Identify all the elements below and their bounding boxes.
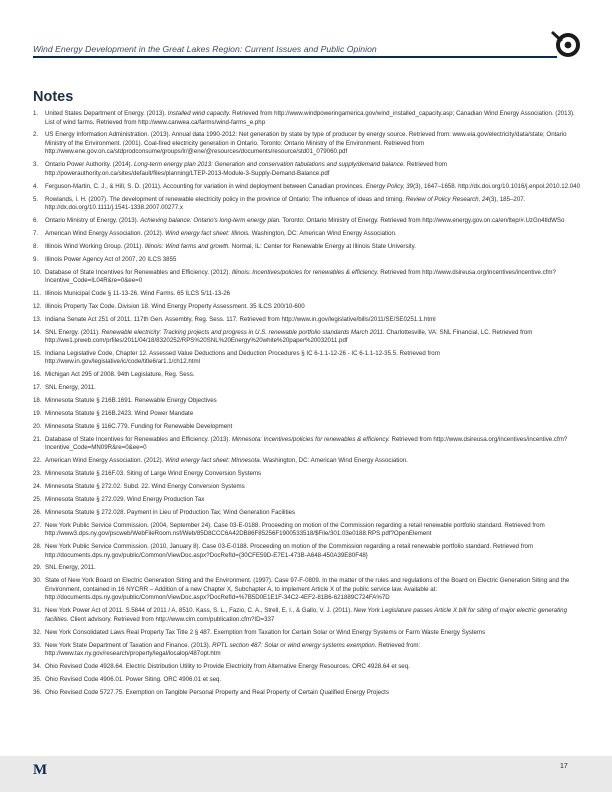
note-item bbox=[33, 483, 581, 492]
note-text bbox=[45, 303, 581, 312]
note-item bbox=[33, 564, 581, 573]
note-number: 1. bbox=[33, 110, 39, 117]
running-header-title: Wind Energy Development in the Great Lakes Region: Current Issues and Public Opinion bbox=[33, 44, 377, 54]
note-item bbox=[33, 256, 581, 265]
note-item bbox=[33, 577, 581, 603]
note-item bbox=[33, 371, 581, 380]
note-segment: Toronto: Ontario Ministry of Energy. Retrieved from http://www.energy.gov.on.ca/en/ltep/#.UzGn4tldWSo bbox=[280, 216, 565, 224]
note-item bbox=[33, 496, 581, 505]
note-text bbox=[45, 384, 581, 393]
note-text bbox=[45, 522, 581, 539]
note-item bbox=[33, 196, 581, 213]
note-item bbox=[33, 470, 581, 479]
note-segment: Database of State Incentives for Renewables and Efficiency. (2013). bbox=[45, 435, 232, 443]
note-segment: New York Consolidated Laws Real Property Tax Title 2 § 487. Exemption from Taxation for Certain Solar or Wind Energy Systems or Farm Waste Energy Systems bbox=[45, 628, 486, 636]
note-number: 10. bbox=[33, 268, 42, 276]
note-item bbox=[33, 243, 581, 252]
note-segment: Client advisory. Retrieved from http://www.clm.com/publication.cfm?ID=337 bbox=[68, 615, 275, 623]
note-title-italic: New York Legislature passes Article X bill for siting of major electric generating facilities. bbox=[45, 607, 567, 623]
note-title-italic: Achieving balance: Ontario's long-term energy plan. bbox=[140, 216, 281, 224]
note-text bbox=[45, 371, 581, 380]
note-segment: Retrieved from http://www.windpoweringamerica.gov/wind_installed_capacity.asp; Canadian Wind Energy Association. (2013). List of wind farms. Retrieved from http://www.canwea.ca/farms/wind-farms_e.php bbox=[45, 110, 575, 126]
note-text bbox=[45, 256, 581, 265]
note-segment: Database of State Incentives for Renewables and Efficiency. (2012). bbox=[45, 268, 232, 276]
note-number: 30. bbox=[33, 577, 42, 585]
note-number: 24. bbox=[33, 482, 42, 490]
note-segment: Indiana Senate Act 251 of 2011. 117th Gen. Assembly, Reg. Sess. 117. Retrieved from http://www.in.gov/legislative/bills/2011/SE/SE0251.1.html bbox=[45, 315, 436, 323]
note-number: 20. bbox=[33, 422, 42, 430]
note-segment: SNL Energy, 2011. bbox=[45, 564, 96, 572]
note-text bbox=[45, 397, 581, 406]
note-item bbox=[33, 663, 581, 672]
note-segment: Ohio Revised Code 4928.64. Electric Distribution Utility to Provide Electricity from Alternative Energy Resources. ORC 4928.64 et seq. bbox=[45, 662, 410, 670]
note-text bbox=[45, 483, 581, 492]
note-segment: Charlottesville, VA: SNL Financial, LC. Retrieved from http://ww1.prweb.com/prfiles/2011/04/18/8320252/RPS%20SNL%20Energy%20white%20paper%20032011.pdf bbox=[45, 328, 533, 345]
note-number: 33. bbox=[33, 641, 42, 649]
note-text bbox=[45, 243, 581, 252]
note-item bbox=[33, 131, 581, 157]
note-number: 12. bbox=[33, 302, 42, 310]
note-text bbox=[45, 676, 581, 685]
note-segment: Illinois Property Tax Code. Division 18. Wind Energy Property Assessment. 35 ILCS 200/10-600 bbox=[45, 302, 305, 310]
note-number: 28. bbox=[33, 543, 42, 551]
note-segment: Ontario Power Authority. (2014). bbox=[45, 161, 134, 169]
university-logo: M bbox=[33, 762, 48, 778]
note-number: 8. bbox=[33, 242, 39, 250]
note-item bbox=[33, 384, 581, 393]
note-number: 19. bbox=[33, 410, 42, 418]
note-text bbox=[45, 183, 581, 192]
note-title-italic: RPTL section 487: Solar or wind energy systems exemption. bbox=[212, 641, 377, 649]
note-title-italic: Renewable electricity: Tracking projects and progress in U.S. renewable portfolio standards March 2011. bbox=[101, 328, 385, 336]
note-number: 31. bbox=[33, 607, 42, 615]
note-segment: Normal, IL: Center for Renewable Energy at Illinois State University. bbox=[230, 242, 416, 250]
note-item bbox=[33, 410, 581, 419]
note-segment: SNL Energy, 2011. bbox=[45, 384, 96, 392]
note-segment: Illinois Wind Working Group. (2011). bbox=[45, 242, 145, 250]
note-segment: Ferguson-Martin, C. J., & Hill, S. D. (2011). Accounting for variation in wind deployment between Canadian provinces. bbox=[45, 182, 366, 190]
note-segment: (3), 185–207. http://dx.doi.org/10.1111/j.1541-1338.2007.00277.x bbox=[45, 195, 526, 212]
note-number: 9. bbox=[33, 255, 39, 263]
note-number: 3. bbox=[33, 161, 39, 169]
note-number: 25. bbox=[33, 495, 42, 503]
note-number: 27. bbox=[33, 521, 42, 529]
note-text bbox=[45, 423, 581, 432]
note-segment: (3), 1647–1658. http://dx.doi.org/10.1016/j.enpol.2010.12.040 bbox=[413, 182, 581, 190]
note-title-italic: Minnesota: Incentives/policies for renewables & efficiency. bbox=[231, 435, 390, 443]
note-text bbox=[45, 230, 581, 239]
note-number: 4. bbox=[33, 182, 39, 190]
note-text bbox=[45, 290, 581, 299]
note-segment: New York Public Service Commission. (2004, September 24). Case 03-E-0188. Proceeding on motion of the Commission regarding a retail renewable portfolio standard. Retrieved from http://www3.dps.ny.gov/pscweb/WebFileRoom.nsf/Web/85D8CCC6A42DB86F85256F1900533518/$File/301.03e0188.RPS.pdf?OpenElement bbox=[45, 521, 545, 538]
note-text bbox=[45, 629, 581, 638]
note-text bbox=[45, 316, 581, 325]
note-number: 32. bbox=[33, 628, 42, 636]
note-number: 36. bbox=[33, 688, 42, 696]
note-segment: Rowlands, I. H. (2007). The development of renewable electricity policy in the province of Ontario: The influence of ideas and timing. bbox=[45, 195, 406, 203]
note-item bbox=[33, 543, 581, 560]
notes-list bbox=[33, 110, 581, 702]
note-number: 15. bbox=[33, 349, 42, 357]
note-text bbox=[45, 350, 581, 367]
note-segment: American Wind Energy Association. (2012). bbox=[45, 229, 166, 237]
note-number: 29. bbox=[33, 564, 42, 572]
note-text bbox=[45, 217, 581, 226]
note-number: 13. bbox=[33, 315, 42, 323]
note-text bbox=[45, 509, 581, 518]
note-item bbox=[33, 303, 581, 312]
note-item bbox=[33, 629, 581, 638]
note-number: 23. bbox=[33, 470, 42, 478]
note-segment: SNL Energy. (2011). bbox=[45, 328, 102, 336]
note-segment: Indiana Legislative Code, Chapter 12. Assessed Value Deductions and Deduction Procedures § IC 6-1.1-12-26 - IC 6-1.1-12-35.5. Retrieved from http://www.in.gov/legislative/ic/code/title6/ar1.1/ch12.html bbox=[45, 349, 440, 366]
note-text bbox=[45, 196, 581, 213]
note-segment: Minnesota Statute § 116C.779. Funding for Renewable Development bbox=[45, 422, 233, 430]
note-segment: Washington, DC: American Wind Energy Association. bbox=[261, 457, 408, 465]
note-text bbox=[45, 577, 581, 603]
header-rule bbox=[33, 56, 557, 58]
note-number: 17. bbox=[33, 384, 42, 392]
note-title-italic: Energy Policy, 39 bbox=[365, 182, 414, 190]
note-item bbox=[33, 607, 581, 624]
note-segment: Minnesota Statute § 272.029. Wind Energy Production Tax bbox=[45, 495, 205, 503]
note-number: 35. bbox=[33, 675, 42, 683]
note-item bbox=[33, 457, 581, 466]
note-text bbox=[45, 564, 581, 573]
note-item bbox=[33, 269, 581, 286]
note-text bbox=[45, 457, 581, 466]
note-number: 34. bbox=[33, 662, 42, 670]
note-item bbox=[33, 329, 581, 346]
note-number: 2. bbox=[33, 131, 39, 139]
note-text bbox=[45, 131, 581, 157]
page-title: Notes bbox=[33, 89, 74, 105]
note-number: 26. bbox=[33, 508, 42, 516]
note-text bbox=[45, 410, 581, 419]
note-number: 16. bbox=[33, 371, 42, 379]
note-number: 6. bbox=[33, 216, 39, 224]
note-segment: Ontario Ministry of Energy. (2013). bbox=[45, 216, 141, 224]
note-text bbox=[45, 496, 581, 505]
target-swoosh-icon bbox=[551, 28, 583, 60]
note-segment: Retrieved from http://www.dsireusa.org/incentives/incentive.cfm?Incentive_Code=IL04R&re=0&ee=0 bbox=[45, 268, 556, 285]
note-text bbox=[45, 161, 581, 178]
note-text bbox=[45, 689, 581, 698]
note-segment: Minnesota Statute § 272.02. Subd. 22. Wind Energy Conversion Systems bbox=[45, 482, 245, 490]
note-number: 5. bbox=[33, 195, 39, 203]
note-item bbox=[33, 397, 581, 406]
note-segment: Ohio Revised Code 5727.75. Exemption on Tangible Personal Property and Real Property of Certain Qualified Energy Projects bbox=[45, 688, 389, 696]
note-number: 14. bbox=[33, 328, 42, 336]
note-segment: Minnesota Statute § 272.028. Payment in Lieu of Production Tax; Wind Generation Facilities bbox=[45, 508, 296, 516]
note-text bbox=[45, 436, 581, 453]
note-item bbox=[33, 436, 581, 453]
note-item bbox=[33, 689, 581, 698]
page-number: 17 bbox=[560, 763, 568, 770]
note-text bbox=[45, 642, 581, 659]
note-item bbox=[33, 217, 581, 226]
note-item bbox=[33, 110, 581, 127]
note-text bbox=[45, 470, 581, 479]
note-segment: Retrieved from: http://www.tax.ny.gov/research/property/legal/localop/487opt.htm bbox=[45, 641, 421, 657]
note-text bbox=[45, 543, 581, 560]
note-segment: Illinois Power Agency Act of 2007, 20 ILCS 3855 bbox=[45, 255, 177, 263]
note-item bbox=[33, 509, 581, 518]
note-title-italic: Illinois: Incentives/policies for renewables & efficiency. bbox=[231, 268, 379, 276]
note-title-italic: Wind energy fact sheet: Minnesota. bbox=[165, 457, 262, 465]
note-segment: New York State Department of Taxation and Finance. (2013). bbox=[45, 641, 213, 649]
note-title-italic: Illinois: Wind farms and growth. bbox=[144, 242, 231, 250]
note-title-italic: Wind energy fact sheet: Illinois. bbox=[165, 229, 251, 237]
note-item bbox=[33, 676, 581, 685]
note-segment: American Wind Energy Association. (2012). bbox=[45, 457, 166, 465]
note-item bbox=[33, 183, 581, 192]
note-text bbox=[45, 269, 581, 286]
note-segment: Minnesota Statute § 216F.03. Siting of Large Wind Energy Conversion Systems bbox=[45, 470, 262, 478]
note-title-italic: Installed wind capacity. bbox=[167, 110, 231, 117]
note-segment: Minnesota Statute § 216B.2423. Wind Power Mandate bbox=[45, 410, 194, 418]
note-item bbox=[33, 522, 581, 539]
note-segment: US Energy Information Administration. (2013). Annual data 1990-2012: Net generation by state by type of producer by energy source. Retrieved from: www.eia.gov/electricity/data/state; Ontario Ministry of the Environment. (2001). Coal-fired electricity generation in Ontario. Toronto: Ontario Ministry of the Environment. Retrieved from http://www.ene.gov.on.ca/stdprodconsume/groups/lr/@ene/@resources/documents/resource/std01_079060.pdf bbox=[45, 131, 567, 156]
note-item bbox=[33, 161, 581, 178]
note-item bbox=[33, 290, 581, 299]
note-number: 22. bbox=[33, 457, 42, 465]
note-title-italic: Review of Policy Research, 24 bbox=[405, 195, 489, 203]
note-text bbox=[45, 329, 581, 346]
note-segment: Retrieved from http://powerauthority.on.ca/sites/default/files/planning/LTEP-2013-Module-3-Supply-Demand-Balance.pdf bbox=[45, 161, 448, 177]
note-title-italic: Long-term energy plan 2013: Generation and conservation tabulations and supply/demand balance. bbox=[133, 161, 406, 169]
note-number: 21. bbox=[33, 435, 42, 443]
note-item bbox=[33, 316, 581, 325]
note-text bbox=[45, 110, 581, 127]
note-number: 18. bbox=[33, 397, 42, 405]
note-segment: New York Public Service Commission. (2010, January 8). Case 03-E-0188. Proceeding on motion of the Commission regarding a retail renewable portfolio standard. Retrieved from http://documents.dps.ny.gov/public/Common/ViewDoc.aspx?DocRefId={30CFE59D-E7E1-473B-A648-450A39E80F48} bbox=[45, 543, 534, 559]
note-segment: Illinois Municipal Code § 11-13-26. Wind Farms. 65 ILCS 5/11-13-26 bbox=[45, 289, 231, 297]
note-segment: Retrieved from http://www.dsireusa.org/incentives/incentive.cfm?Incentive_Code=MN09R&re=0&ee=0 bbox=[45, 435, 568, 452]
note-segment: United States Department of Energy. (2013). bbox=[45, 110, 168, 117]
note-number: 7. bbox=[33, 229, 39, 237]
note-segment: New York Power Act of 2011. S.5844 of 2011 / A. 8510. Kass, S. L., Fazio, C. A., Strell, E. I., & Gallo, V. J. (2011). bbox=[45, 607, 354, 615]
note-segment: Ohio Revised Code 4906.01. Power Siting. ORC 4906.01 et seq. bbox=[45, 675, 222, 683]
note-item bbox=[33, 423, 581, 432]
note-item bbox=[33, 230, 581, 239]
note-item bbox=[33, 350, 581, 367]
note-segment: Minnesota Statute § 216B.1691. Renewable Energy Objectives bbox=[45, 397, 217, 405]
note-number: 11. bbox=[33, 289, 42, 297]
note-segment: State of New York Board on Electric Generation Siting and the Environment. (1997). Case 97-F-0809. In the matter of the rules and regulations of the Board on Electric Generation Siting and the Environment, contained in 16 NYCRR – Addition of a new Chapter X, Subchapter A, to implement Article X of the public service law. Available at: http://documents.dps.ny.gov/public/Common/ViewDoc.aspx?DocRefId=%7B5D0E1E1F-34C2-4EF2-81B6-621889C724FA%7D bbox=[45, 577, 570, 602]
note-segment: Michigan Act 295 of 2008. 94th Legislature, Reg. Sess. bbox=[45, 371, 195, 379]
note-text bbox=[45, 607, 581, 624]
note-segment: Washington, DC: American Wind Energy Association. bbox=[250, 229, 397, 237]
note-item bbox=[33, 642, 581, 659]
note-text bbox=[45, 663, 581, 672]
footer-band bbox=[0, 756, 612, 792]
